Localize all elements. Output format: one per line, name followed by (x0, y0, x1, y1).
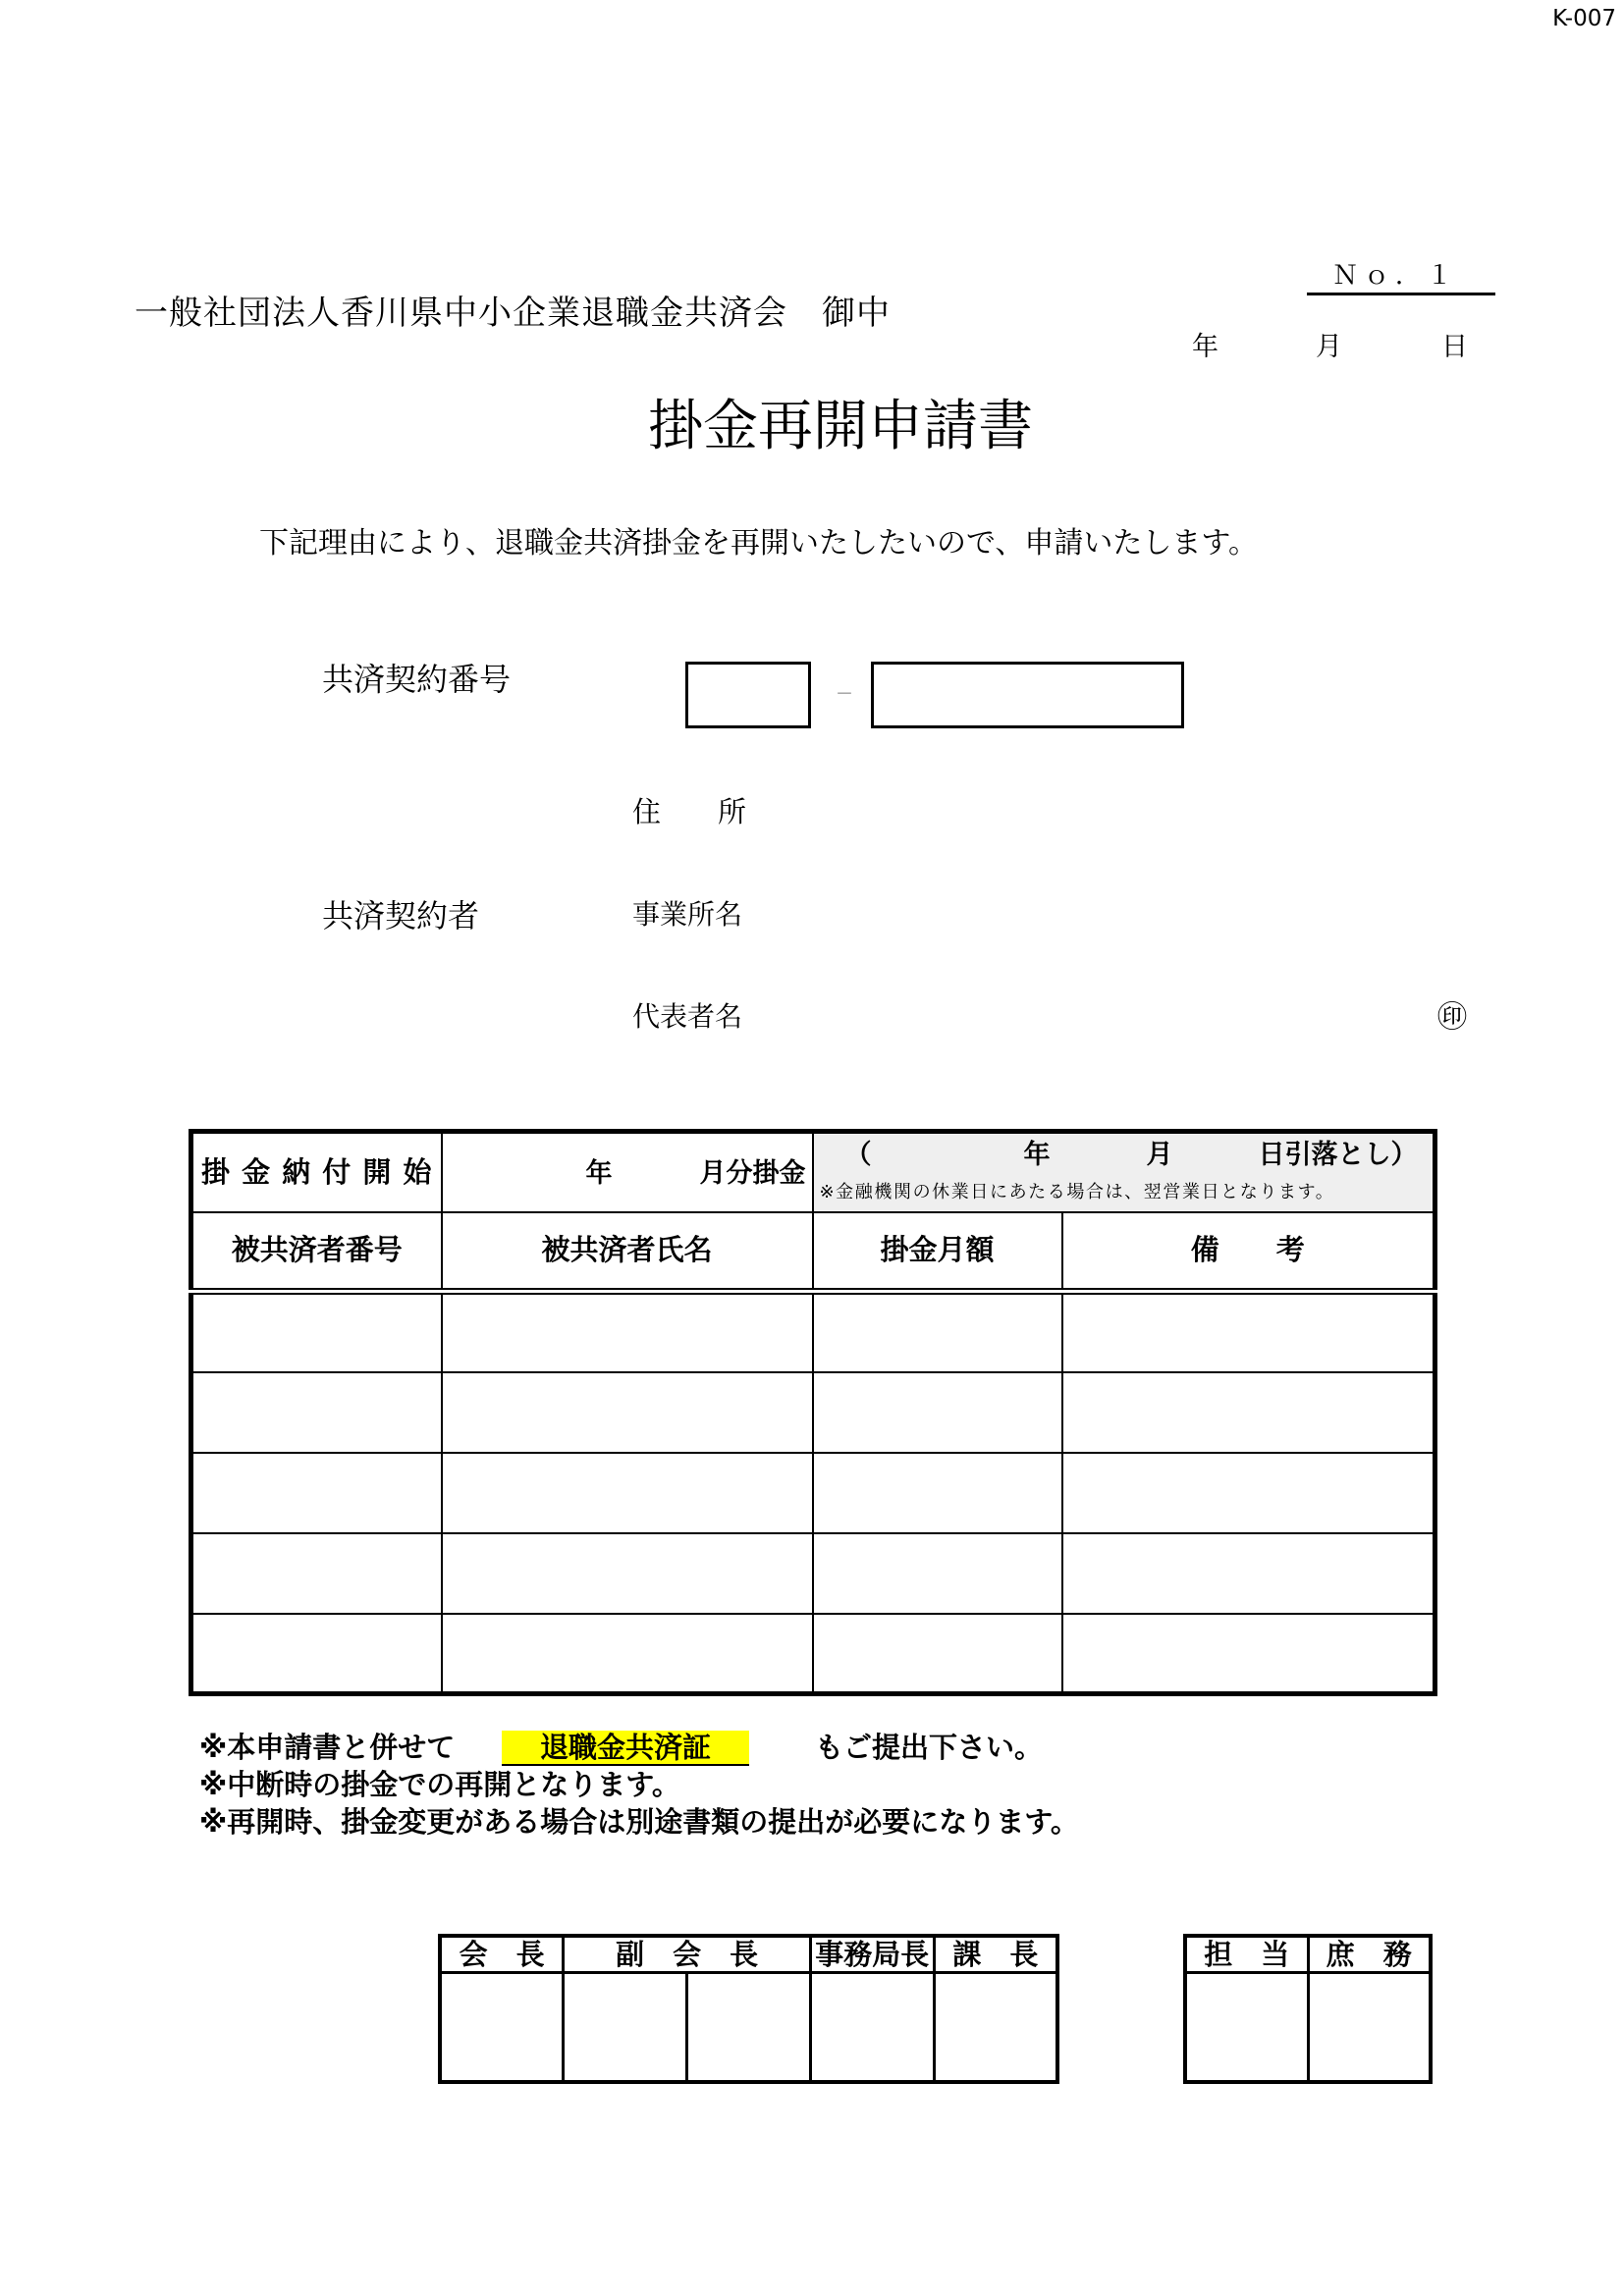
stamp-box (1185, 1973, 1308, 2083)
representative-label: 代表者名 (632, 1000, 743, 1033)
insured-name-cell (442, 1614, 813, 1694)
note-2: ※中断時の掛金での再開となります。 (199, 1768, 680, 1801)
stamp-box (934, 1973, 1057, 2083)
contract-number-box-2 (871, 662, 1184, 728)
contract-number-box-1 (685, 662, 811, 728)
insured-name-cell (442, 1453, 813, 1533)
header-insured-name: 被共済者氏名 (442, 1212, 813, 1292)
approval-secretary-general-label: 事務局長 (810, 1936, 934, 1973)
debit-open-paren: （ (844, 1140, 872, 1170)
payment-start-label: 掛 金 納 付 開 始 (191, 1132, 442, 1212)
monthly-amount-cell (813, 1453, 1062, 1533)
insured-number-cell (191, 1614, 442, 1694)
remarks-cell (1062, 1292, 1435, 1372)
note-1-prefix: ※本申請書と併せて (199, 1731, 456, 1764)
document-number: Ｎｏ．１ (1332, 261, 1459, 291)
form-code: K-007 (1552, 6, 1616, 31)
table-row (191, 1533, 1435, 1614)
remarks-cell (1062, 1453, 1435, 1533)
stamp-box (810, 1973, 934, 2083)
intro-text: 下記理由により、退職金共済掛金を再開いたしたいので、申請いたします。 (259, 526, 1258, 561)
date-year-label: 年 (1192, 332, 1218, 362)
debit-day-label: 日引落とし） (1258, 1140, 1418, 1170)
approval-section-chief-label: 課 長 (934, 1936, 1057, 1973)
remarks-cell (1062, 1372, 1435, 1453)
payment-start-cell (442, 1132, 813, 1212)
table-header-row (191, 1212, 1435, 1292)
approval-general-affairs-label: 庶 務 (1308, 1936, 1431, 1973)
approval-header-row (440, 1936, 1057, 1973)
contract-number-separator: － (836, 684, 853, 705)
note-3: ※再開時、掛金変更がある場合は別途書類の提出が必要になります。 (199, 1805, 1079, 1839)
seal-icon: ㊞ (1437, 1000, 1467, 1035)
insured-name-cell (442, 1372, 813, 1453)
monthly-amount-cell (813, 1292, 1062, 1372)
contractor-label: 共済契約者 (322, 897, 480, 934)
debit-date-cell (813, 1132, 1435, 1212)
stamp-box (1308, 1973, 1431, 2083)
debit-month-label: 月 (1146, 1140, 1173, 1170)
approval-in-charge-label: 担 当 (1185, 1936, 1308, 1973)
approval-chairman-label: 会 長 (440, 1936, 564, 1973)
insured-number-cell (191, 1372, 442, 1453)
stamp-box (687, 1973, 811, 2083)
header-insured-number: 被共済者番号 (191, 1212, 442, 1292)
remarks-cell (1062, 1614, 1435, 1694)
document-number-underline (1307, 293, 1495, 295)
stamp-box (564, 1973, 687, 2083)
date-month-label: 月 (1316, 332, 1342, 362)
insured-name-cell (442, 1292, 813, 1372)
note-1-highlight: 退職金共済証 (502, 1731, 749, 1766)
date-day-label: 日 (1441, 332, 1468, 362)
note-1-suffix: もご提出下さい。 (815, 1731, 1044, 1764)
insured-number-cell (191, 1292, 442, 1372)
table-row (191, 1372, 1435, 1453)
debit-note: ※金融機関の休業日にあたる場合は、翌営業日となります。 (819, 1182, 1335, 1202)
approval-table (438, 1934, 1059, 2084)
payment-start-year-label: 年 (585, 1158, 613, 1189)
address-label: 住 所 (632, 795, 747, 828)
monthly-amount-cell (813, 1372, 1062, 1453)
approval-stamp-row (440, 1973, 1057, 2083)
stamp-box (440, 1973, 564, 2083)
page-title: 掛金再開申請書 (648, 395, 1033, 458)
staff-approval-table (1183, 1934, 1433, 2084)
contract-number-label: 共済契約番号 (322, 661, 512, 698)
office-name-label: 事業所名 (632, 898, 743, 931)
staff-approval-stamp-row (1185, 1973, 1431, 2083)
monthly-amount-cell (813, 1533, 1062, 1614)
header-remarks: 備 考 (1062, 1212, 1435, 1292)
table-row (191, 1614, 1435, 1694)
table-row (191, 1292, 1435, 1372)
insured-number-cell (191, 1533, 442, 1614)
debit-year-label: 年 (1023, 1140, 1051, 1170)
insured-table (189, 1129, 1437, 1696)
approval-vice-chairman-label: 副 会 長 (564, 1936, 811, 1973)
addressee: 一般社団法人香川県中小企業退職金共済会 御中 (135, 294, 891, 333)
payment-start-month-label: 月分掛金 (699, 1158, 806, 1189)
monthly-amount-cell (813, 1614, 1062, 1694)
insured-number-cell (191, 1453, 442, 1533)
table-row (191, 1453, 1435, 1533)
payment-start-row (191, 1132, 1435, 1212)
remarks-cell (1062, 1533, 1435, 1614)
header-monthly-amount: 掛金月額 (813, 1212, 1062, 1292)
insured-name-cell (442, 1533, 813, 1614)
staff-approval-header-row (1185, 1936, 1431, 1973)
